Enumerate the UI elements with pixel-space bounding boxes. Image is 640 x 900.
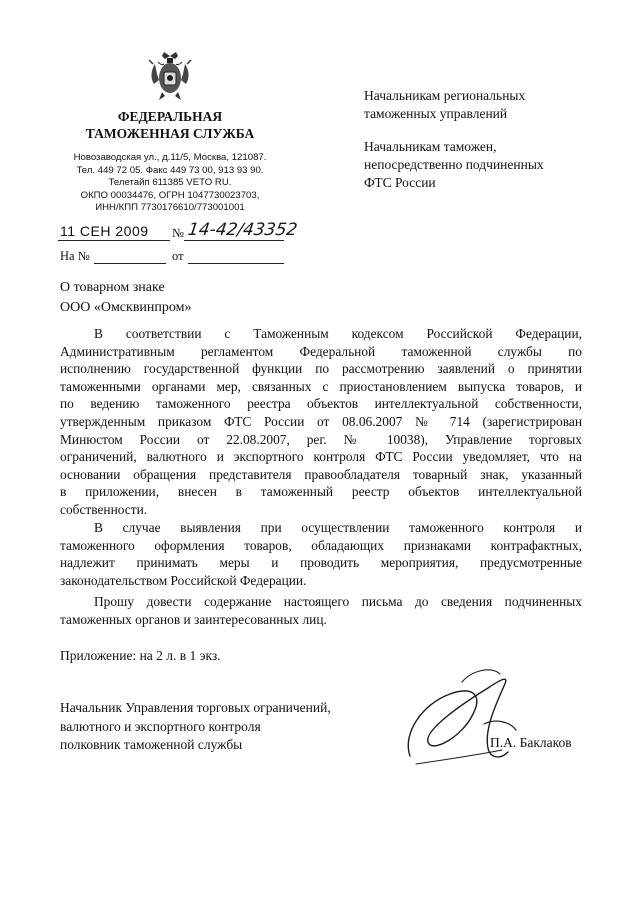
org-detail-line: Новозаводская ул., д.11/5, Москва, 121087. bbox=[73, 152, 267, 163]
position-line: полковник таможенной службы bbox=[60, 737, 243, 752]
signatory-name: П.А. Баклаков bbox=[490, 735, 572, 750]
body-line: В случае выявления при осуществлении таможенного контроля и bbox=[94, 520, 582, 535]
body-line: ограничений, валютного и экспортного контроля ФТС России уведомляет, что на bbox=[60, 449, 582, 465]
body-line: Минюстом России от 22.08.2007, рег. № 10038), Управление торговых bbox=[60, 431, 582, 447]
organization-name bbox=[60, 108, 280, 142]
body-line: утвержденным приказом ФТС России от 08.06.2007 № 714 (зарегистрирован bbox=[60, 413, 582, 429]
addressee-block-1 bbox=[364, 87, 614, 123]
org-name-line1: ФЕДЕРАЛЬНАЯ bbox=[117, 109, 223, 124]
coat-of-arms-icon bbox=[147, 50, 193, 104]
ref-underline bbox=[94, 263, 166, 264]
handwritten-signature bbox=[392, 664, 532, 774]
org-detail-line: ОКПО 00034476, ОГРН 1047730023703, bbox=[80, 189, 260, 201]
body-line: основании обращения представителя правообладателя товарный знак, указанный bbox=[60, 466, 582, 482]
organization-details bbox=[56, 152, 284, 215]
attachment-note: Приложение: на 2 л. в 1 экз. bbox=[60, 648, 221, 663]
body-line: собственности. bbox=[60, 501, 148, 517]
number-underline bbox=[184, 240, 284, 241]
body-line: Административным регламентом Федеральной таможенной службы по bbox=[60, 343, 582, 359]
body-paragraph-2 bbox=[60, 519, 582, 589]
org-detail-line: ИНН/КПП 7730176610/773001001 bbox=[95, 202, 245, 214]
signatory-position bbox=[60, 699, 331, 755]
ref-label: На № bbox=[60, 249, 90, 263]
addressee-line: Начальникам таможен, bbox=[364, 139, 497, 154]
from-underline bbox=[188, 263, 284, 264]
addressee-line: Начальникам региональных bbox=[364, 88, 526, 103]
body-line: в приложении, внесен в таможенный реестр объектов интеллектуальной bbox=[60, 484, 582, 500]
org-detail-line: Тел. 449 72 05. Факс 449 73 00, 913 93 90. bbox=[76, 164, 264, 176]
subject-line: О товарном знаке bbox=[60, 280, 165, 295]
date-underline bbox=[58, 240, 170, 241]
registration-number: 14-42/43352 bbox=[186, 220, 299, 240]
from-label: от bbox=[172, 249, 184, 263]
position-line: валютного и экспортного контроля bbox=[60, 718, 261, 734]
body-line: таможенными органами мер, связанных с приостановлением выпуска товаров, и bbox=[60, 378, 582, 394]
org-detail-line: Телетайп 611385 VETO RU. bbox=[108, 177, 232, 189]
body-line: В соответствии с Таможенным кодексом Российской Федерации, bbox=[94, 326, 582, 341]
body-line: Прошу довести содержание настоящего письма до сведения подчиненных bbox=[94, 594, 582, 609]
addressee-line: таможенных управлений bbox=[364, 106, 508, 121]
addressee-block-2 bbox=[364, 138, 614, 192]
body-line: законодательством Российской Федерации. bbox=[60, 572, 307, 588]
number-label: № bbox=[172, 226, 184, 240]
org-name-line2: ТАМОЖЕННАЯ СЛУЖБА bbox=[85, 126, 255, 141]
addressee-line: ФТС России bbox=[364, 175, 436, 190]
body-line: таможенных органов и заинтересованных лиц. bbox=[60, 611, 327, 627]
body-line: по ведению таможенного реестра объектов интеллектуальной собственности, bbox=[60, 396, 582, 412]
body-line: исполнению государственной функции по рассмотрению заявлений о принятии bbox=[60, 361, 582, 377]
body-paragraph-1 bbox=[60, 325, 582, 519]
body-line: таможенного оформления товаров, обладающих признаками контрафактных, bbox=[60, 537, 582, 553]
addressee-line: непосредственно подчиненных bbox=[364, 157, 544, 172]
position-line: Начальник Управления торговых ограничений, bbox=[60, 700, 331, 715]
body-line: надлежит принимать меры и проводить мероприятия, предусмотренные bbox=[60, 555, 582, 571]
subject-line: ООО «Омсквинпром» bbox=[60, 300, 192, 315]
letter-subject bbox=[60, 278, 192, 318]
body-paragraph-3 bbox=[60, 593, 582, 628]
registration-date: 11 СЕН 2009 bbox=[60, 223, 149, 239]
